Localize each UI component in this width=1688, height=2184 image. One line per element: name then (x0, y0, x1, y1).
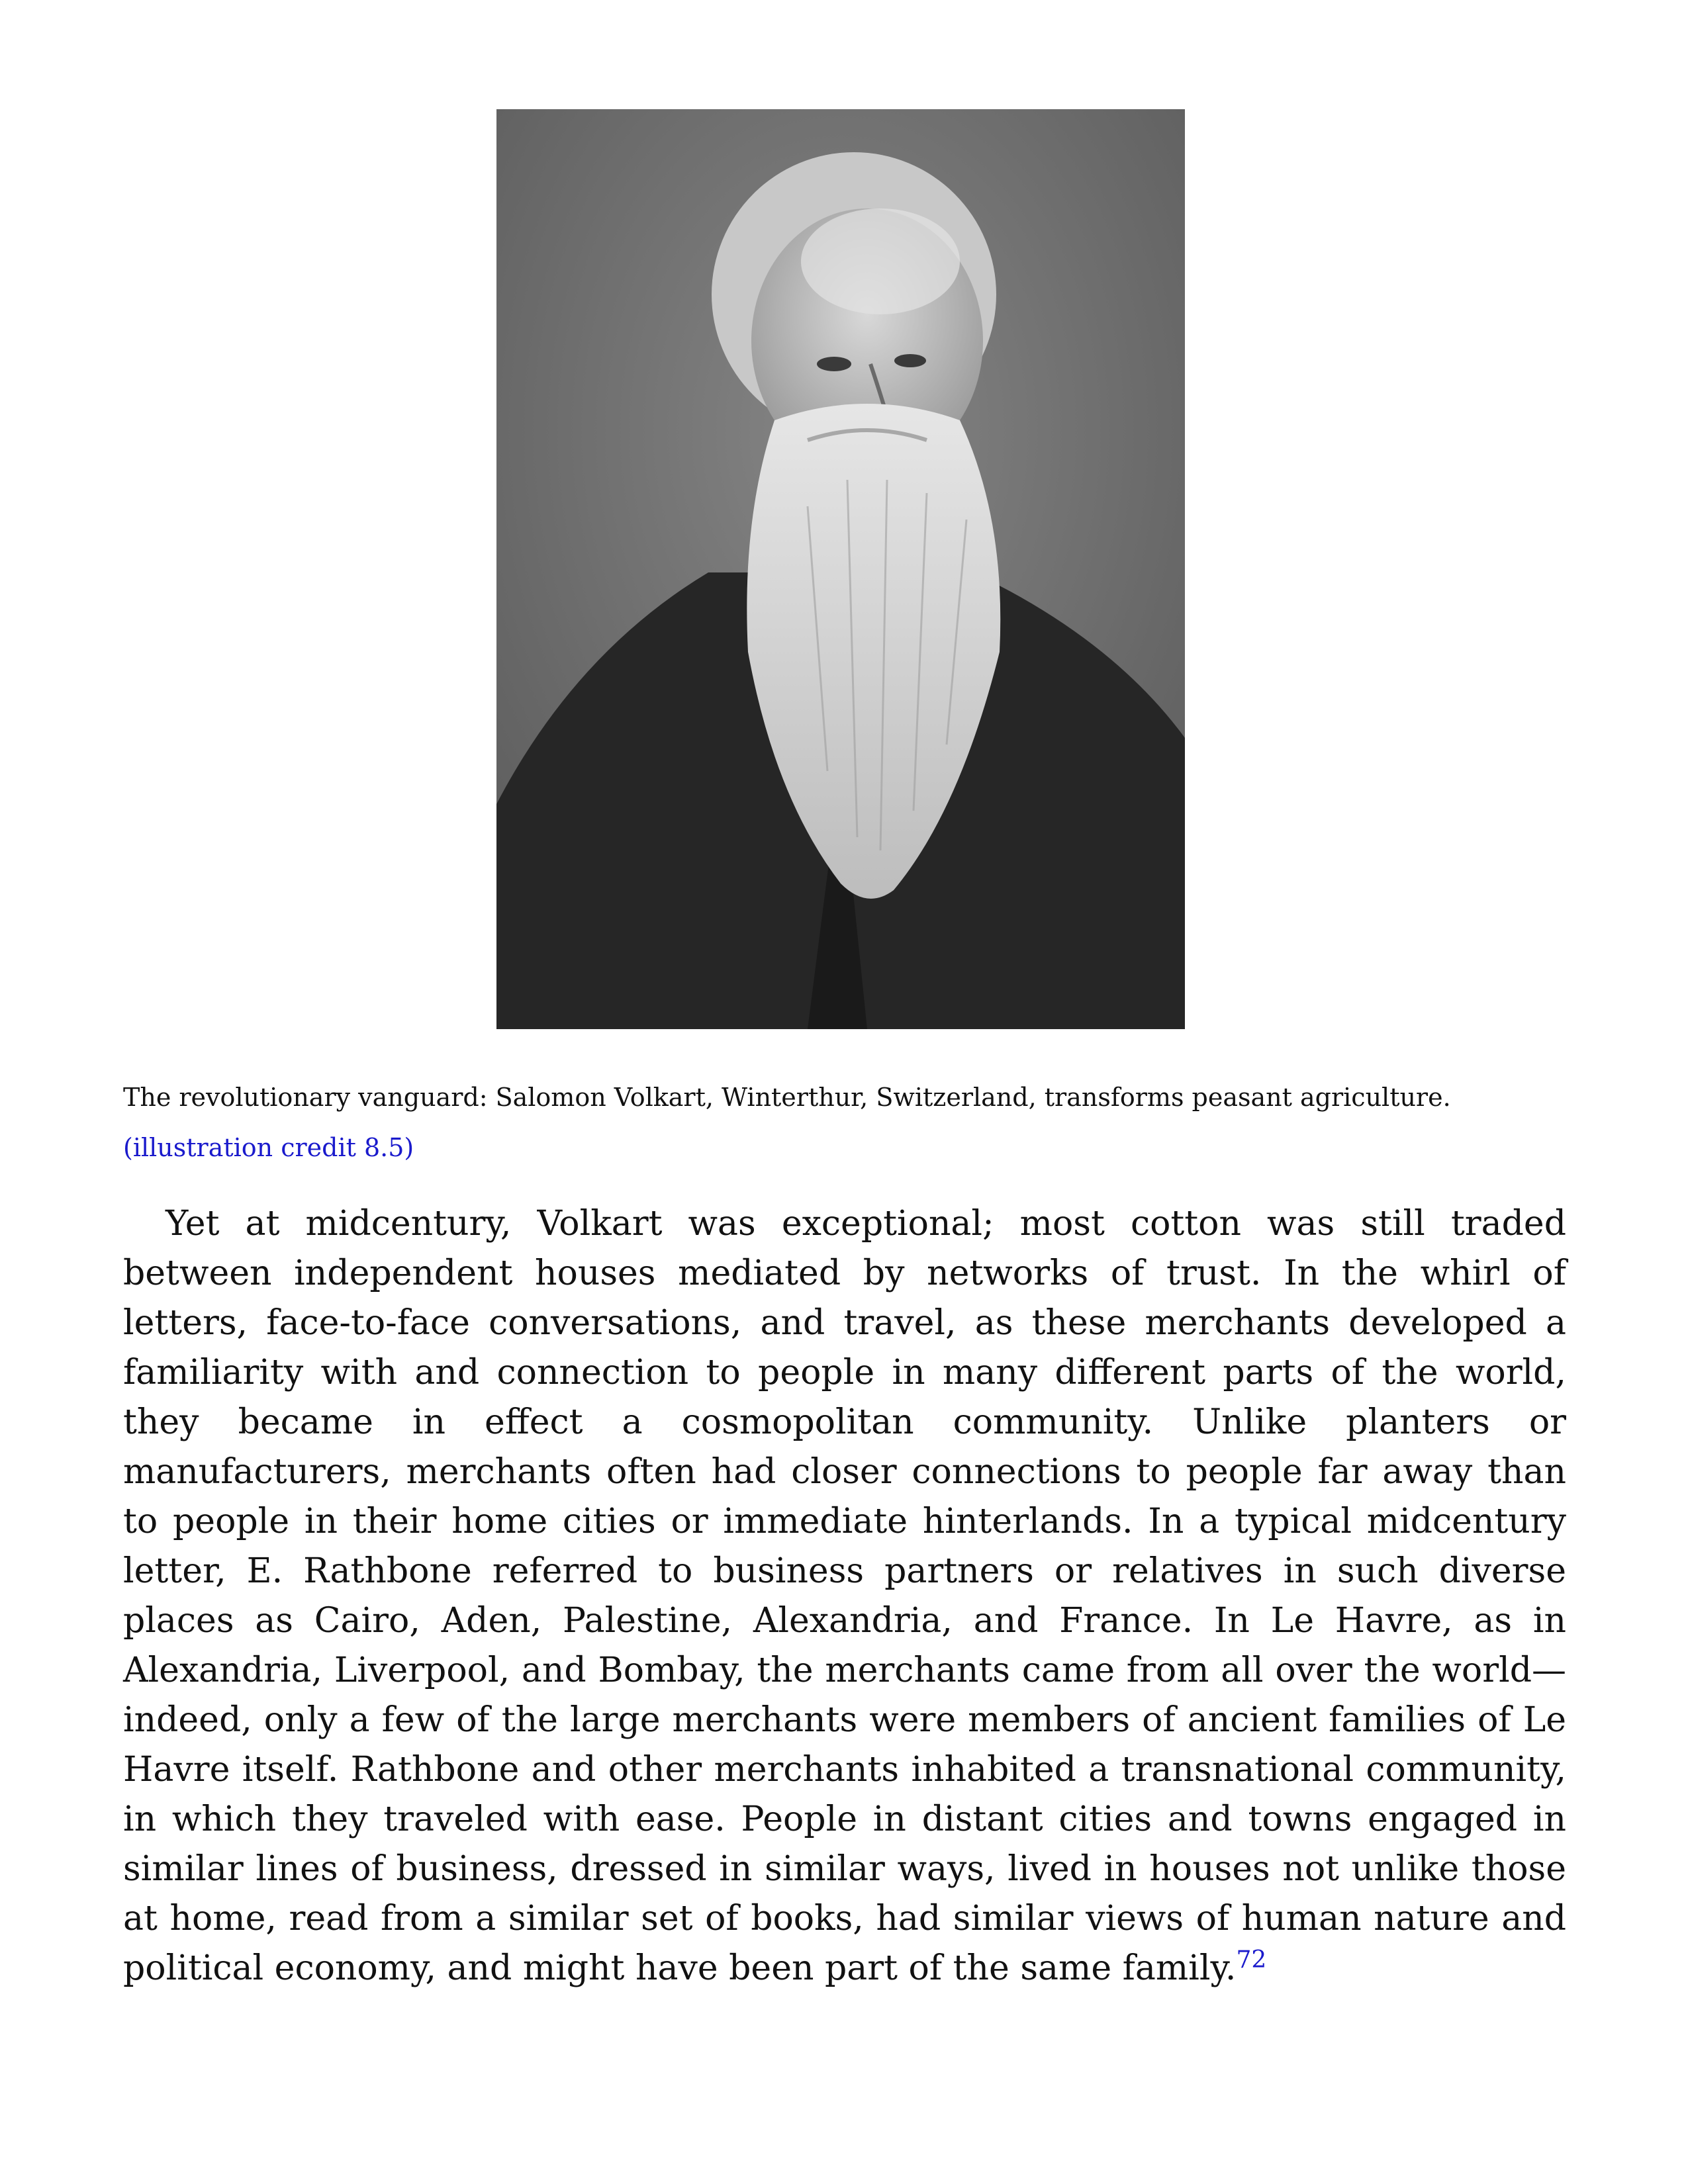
portrait-illustration (496, 109, 1185, 1029)
figure-caption (123, 1072, 1566, 1173)
portrait-photo (496, 109, 1185, 1029)
paragraph-text: Yet at midcentury, Volkart was exceptional; most cotton was still traded between independent houses mediated by networks of trust. In the whirl of letters, face-to-face conversations, and travel, as these merchants developed a familiarity with and connection to people in many different parts of the world, they became in effect a cosmopolitan community. Unlike planters or manufacturers, merchants often had closer connections to people far away than to people in their home cities or immediate hinterlands. In a typical midcentury letter, E. Rathbone referred to business partners or relatives in such diverse places as Cairo, Aden, Palestine, Alexandria, and France. In Le Havre, as in Alexandria, Liverpool, and Bombay, the merchants came from all over the world—indeed, only a few of the large merchants were members of ancient families of Le Havre itself. Rathbone and other merchants inhabited a transnational community, in which they traveled with ease. People in distant cities and towns engaged in similar lines of business, dressed in similar ways, lived in houses not unlike those at home, read from a similar set of books, had similar views of human nature and political economy, and might have been part of the same family. (123, 1204, 1566, 1988)
footnote-reference-link[interactable]: 72 (1236, 1946, 1267, 1974)
caption-text: The revolutionary vanguard: Salomon Volkart, Winterthur, Switzerland, transforms peasant agriculture. (123, 1083, 1451, 1112)
illustration-credit-link[interactable]: (illustration credit 8.5) (123, 1133, 414, 1162)
body-paragraph (123, 1199, 1566, 1993)
